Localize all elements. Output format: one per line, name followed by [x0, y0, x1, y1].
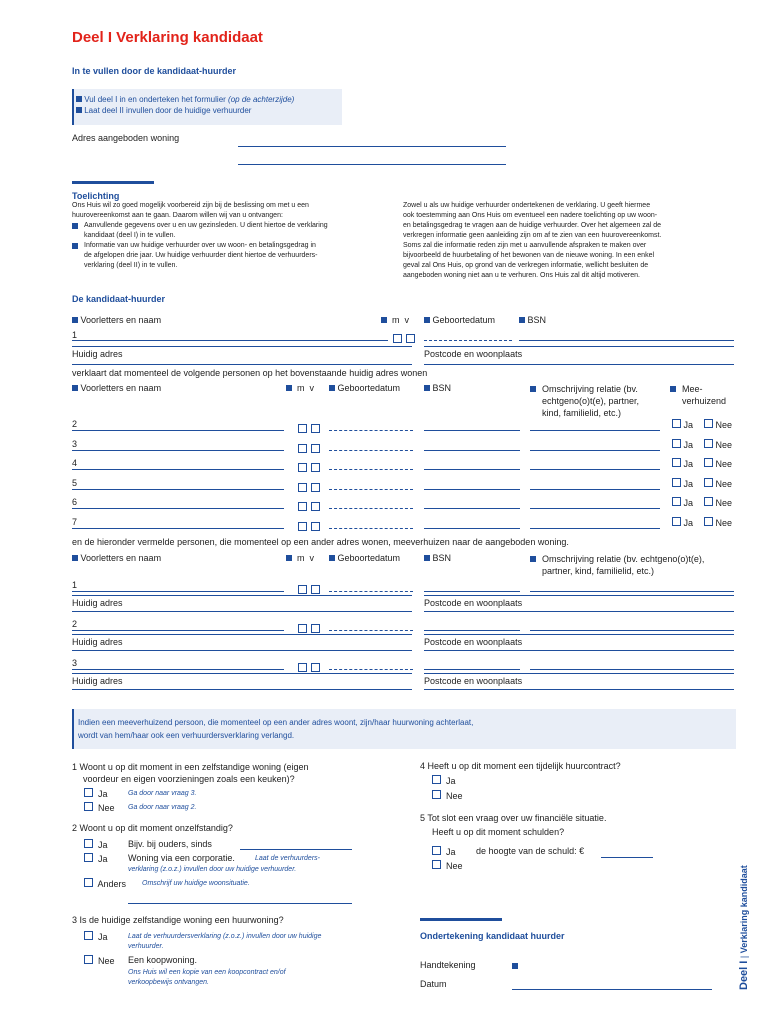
oth-relation-line: Omschrijving relatie (bv. echtgeno(o)t(e), — [542, 554, 705, 564]
q3-opt1[interactable] — [84, 931, 108, 942]
nee-label: Nee — [715, 518, 733, 528]
address-input-line-2[interactable] — [238, 164, 506, 165]
dob-input[interactable] — [329, 450, 413, 451]
q4-opt1[interactable] — [432, 775, 456, 786]
bsn-input[interactable] — [424, 591, 520, 592]
q2-other-input[interactable] — [128, 903, 352, 904]
bsn-input[interactable] — [424, 528, 520, 529]
divider — [424, 650, 734, 651]
row-number: 4 — [72, 458, 78, 468]
current-address-label: Huidig adres — [72, 349, 123, 359]
bullet-icon — [72, 385, 78, 391]
current-address-label: Huidig adres — [72, 676, 123, 686]
row-number: 3 — [72, 658, 78, 668]
moving-nee[interactable] — [704, 517, 732, 528]
address-input-line-1[interactable] — [238, 146, 506, 147]
oth-col-v-label: v — [309, 553, 315, 563]
relation-input[interactable] — [530, 508, 660, 509]
name-input[interactable] — [72, 630, 284, 631]
dob-input[interactable] — [424, 340, 512, 341]
checkbox-m[interactable] — [298, 444, 307, 453]
page-title: Deel I Verklaring kandidaat — [72, 29, 263, 46]
postcode-input[interactable] — [424, 673, 734, 674]
checkbox-m[interactable] — [298, 663, 307, 672]
checkbox-v[interactable] — [311, 502, 320, 511]
relation-input[interactable] — [530, 469, 660, 470]
q5-line: Heeft u op dit moment schulden? — [432, 827, 565, 837]
name-input[interactable] — [72, 508, 284, 509]
moving-nee[interactable] — [704, 497, 732, 508]
info-item-2 — [76, 106, 251, 115]
kandidaat-heading: De kandidaat-huurder — [72, 294, 166, 304]
bullet-icon — [72, 223, 78, 229]
q3-opt2-hint: Ons Huis wil een kopie van een koopcontract en/of — [128, 969, 286, 976]
dob-input[interactable] — [329, 508, 413, 509]
checkbox[interactable] — [432, 846, 441, 855]
moving-ja[interactable] — [672, 478, 693, 489]
dob-input[interactable] — [329, 430, 413, 431]
hh-moving-line: verhuizend — [682, 396, 727, 406]
checkbox-m[interactable] — [298, 624, 307, 633]
moving-ja[interactable] — [672, 497, 693, 508]
checkbox-m[interactable] — [298, 522, 307, 531]
current-address-input[interactable] — [72, 346, 412, 347]
signature-label: Handtekening — [420, 960, 476, 970]
q2-opt1[interactable] — [84, 839, 108, 850]
relation-input[interactable] — [530, 450, 660, 451]
relation-input[interactable] — [530, 630, 734, 631]
oth-col-bsn-label: BSN — [432, 553, 452, 563]
dob-input[interactable] — [329, 528, 413, 529]
col-names-label: Voorletters en naam — [80, 315, 162, 325]
oth-col-relation — [530, 553, 704, 577]
bullet-icon — [670, 386, 676, 392]
checkbox-v[interactable] — [406, 334, 415, 343]
checkbox[interactable] — [672, 439, 681, 448]
hh-col-v-label: v — [309, 383, 315, 393]
checkbox[interactable] — [432, 790, 441, 799]
moving-nee[interactable] — [704, 458, 732, 469]
ja-label: Ja — [683, 420, 694, 430]
section-bar — [72, 181, 154, 184]
moving-ja[interactable] — [672, 458, 693, 469]
checkbox[interactable] — [672, 497, 681, 506]
gender-checkboxes[interactable] — [298, 581, 320, 599]
toelichting-bullet-2-line: Informatie van uw huidige verhuurder over uw woon- en betalingsgedrag in — [84, 242, 316, 249]
postcode-label: Postcode en woonplaats — [424, 637, 523, 647]
moving-nee[interactable] — [704, 439, 732, 450]
q1-text — [72, 761, 308, 785]
bsn-input[interactable] — [424, 489, 520, 490]
hh-col-names — [72, 383, 161, 393]
bsn-input[interactable] — [424, 450, 520, 451]
q2-text: 2 Woont u op dit moment onzelfstandig? — [72, 823, 233, 833]
col-bsn-label: BSN — [527, 315, 547, 325]
bullet-icon — [424, 555, 430, 561]
hh-col-bsn — [424, 383, 451, 393]
divider — [72, 611, 412, 612]
oth-col-dob-label: Geboortedatum — [337, 553, 401, 563]
bullet-icon — [530, 386, 536, 392]
bullet-icon — [286, 555, 292, 561]
checkbox[interactable] — [432, 860, 441, 869]
row-number: 1 — [72, 330, 78, 340]
name-input[interactable] — [72, 489, 284, 490]
bsn-input[interactable] — [424, 508, 520, 509]
ja-label: Ja — [683, 479, 694, 489]
q1-opt1-label: Ja — [98, 789, 108, 799]
current-address-input[interactable] — [72, 673, 412, 674]
checkbox[interactable] — [432, 775, 441, 784]
side-label-bold: Deel I — [738, 960, 750, 990]
q1-line: voordeur en eigen voorzieningen zoals een keuken)? — [83, 774, 295, 784]
bullet-icon — [329, 385, 335, 391]
hh-relation-line: Omschrijving relatie (bv. — [542, 384, 638, 394]
toelichting-bullet-1-line: kandidaat (deel I) in te vullen. — [84, 232, 176, 239]
q4-opt2-label: Nee — [446, 791, 463, 801]
q1-opt1[interactable] — [84, 788, 108, 799]
checkbox-v[interactable] — [311, 624, 320, 633]
row-number: 2 — [72, 419, 78, 429]
checkbox[interactable] — [84, 853, 93, 862]
row-number: 3 — [72, 439, 78, 449]
q2-opt2[interactable] — [84, 853, 108, 864]
postcode-input[interactable] — [424, 595, 734, 596]
row-number: 1 — [72, 580, 78, 590]
date-input[interactable] — [512, 989, 712, 990]
name-input[interactable] — [72, 669, 284, 670]
q1-opt2[interactable] — [84, 802, 115, 813]
checkbox[interactable] — [704, 497, 713, 506]
side-label — [738, 865, 750, 990]
note-line: Indien een meeverhuizend persoon, die momenteel op een ander adres woont, zijn/haar huurwoning achterlaat, — [78, 718, 474, 727]
current-address-label: Huidig adres — [72, 598, 123, 608]
moving-nee[interactable] — [704, 419, 732, 430]
col-dob — [424, 315, 495, 325]
checkbox-v[interactable] — [311, 483, 320, 492]
relation-input[interactable] — [530, 528, 660, 529]
date-label: Datum — [420, 979, 447, 989]
bullet-icon — [72, 317, 78, 323]
hh-relation-line: kind, familielid, etc.) — [542, 408, 622, 418]
checkbox-v[interactable] — [311, 424, 320, 433]
info-item-2-text: Laat deel II invullen door de huidige verhuurder — [84, 106, 252, 115]
postcode-input[interactable] — [424, 634, 734, 635]
nee-label: Nee — [715, 420, 733, 430]
q3-opt1-hint: verhuurder. — [128, 943, 164, 950]
bsn-input[interactable] — [424, 469, 520, 470]
toelichting-heading: Toelichting — [72, 191, 120, 201]
checkbox-v[interactable] — [311, 444, 320, 453]
checkbox[interactable] — [704, 458, 713, 467]
toelichting-right-line: geval zal Ons Huis, op grond van de verkregen informatie, wellicht besluiten de — [403, 262, 649, 269]
checkbox[interactable] — [84, 802, 93, 811]
gender-checkboxes[interactable] — [298, 440, 320, 458]
toelichting-left — [72, 201, 328, 271]
section-bar — [420, 918, 502, 921]
name-input[interactable] — [72, 528, 284, 529]
dob-input[interactable] — [329, 469, 413, 470]
hh-col-dob-label: Geboortedatum — [337, 383, 401, 393]
checkbox-m[interactable] — [298, 463, 307, 472]
q5-opt2[interactable] — [432, 860, 463, 871]
side-label-rest: Verklaring kandidaat — [739, 865, 749, 954]
side-label-divider: | — [739, 955, 749, 959]
col-names — [72, 315, 161, 325]
gender-checkboxes[interactable] — [298, 420, 320, 438]
hh-relation-line: echtgeno(o)t(e), partner, — [542, 396, 640, 406]
checkbox[interactable] — [84, 839, 93, 848]
q1-opt1-hint: Ga door naar vraag 3. — [128, 790, 197, 797]
row-number: 5 — [72, 478, 78, 488]
toelichting-right-line: verkregen informatie geen aanleiding zijn om af te zien van een huurovereenkomst. — [403, 232, 662, 239]
col-mv — [381, 315, 409, 325]
q4-opt1-label: Ja — [446, 776, 456, 786]
q1-opt2-label: Nee — [98, 803, 115, 813]
bullet-icon — [329, 555, 335, 561]
oth-col-m-label: m — [297, 553, 305, 563]
q2-opt3-label: Anders — [97, 879, 127, 889]
dob-input[interactable] — [329, 669, 413, 670]
nee-label: Nee — [715, 459, 733, 469]
q4-opt2[interactable] — [432, 790, 463, 801]
info-item-1-hint: (op de achterzijde) — [228, 95, 295, 104]
q1-opt2-hint: Ga door naar vraag 2. — [128, 804, 197, 811]
page-subtitle: In te vullen door de kandidaat-huurder — [72, 66, 237, 76]
toelichting-right-line: aangeboden woning niet aan u te verhuren. Ons Huis zal dit altijd motiveren. — [403, 272, 640, 279]
toelichting-right-line: Zowel u als uw huidige verhuurder ondertekenen de verklaring. U geeft hiermee — [403, 202, 651, 209]
q4-text: 4 Heeft u op dit moment een tijdelijk huurcontract? — [420, 761, 621, 771]
checkbox-m[interactable] — [298, 424, 307, 433]
divider — [424, 364, 734, 365]
q2-opt1-text: Bijv. bij ouders, sinds — [128, 839, 212, 849]
q3-opt2-text: Een koopwoning. — [128, 955, 198, 965]
oth-relation-line: partner, kind, familielid, etc.) — [542, 566, 655, 576]
row-number: 6 — [72, 497, 78, 507]
divider — [72, 650, 412, 651]
oth-col-names — [72, 553, 161, 563]
q2-opt3-hint: Omschrijf uw huidige woonsituatie. — [142, 880, 250, 887]
q3-opt2-label: Nee — [98, 956, 115, 966]
toelichting-right-line: Soms zal die informatie reden zijn met u aanvullende afspraken te maken over — [403, 242, 647, 249]
bullet-icon — [512, 963, 518, 969]
divider — [424, 611, 734, 612]
relation-input[interactable] — [530, 669, 734, 670]
name-input[interactable] — [72, 430, 284, 431]
checkbox[interactable] — [672, 478, 681, 487]
hh-col-moving — [670, 383, 726, 407]
oth-col-bsn — [424, 553, 451, 563]
bullet-icon — [76, 96, 82, 102]
q2-opt2-text: Woning via een corporatie. — [128, 853, 235, 863]
relation-input[interactable] — [530, 489, 660, 490]
moving-ja[interactable] — [672, 517, 693, 528]
q1-line: 1 Woont u op dit moment in een zelfstandige woning (eigen — [72, 762, 309, 772]
bullet-icon — [72, 243, 78, 249]
checkbox[interactable] — [704, 439, 713, 448]
q2-opt2-hint: verklaring (z.o.z.) invullen door uw huidige verhuurder. — [128, 866, 297, 873]
gender-checkboxes[interactable] — [298, 518, 320, 536]
postcode-label: Postcode en woonplaats — [424, 598, 523, 608]
checkbox[interactable] — [84, 931, 93, 940]
hh-moving-line: Mee- — [682, 384, 703, 394]
relation-input[interactable] — [530, 591, 734, 592]
checkbox-m[interactable] — [298, 502, 307, 511]
hh-col-m-label: m — [297, 383, 305, 393]
moving-ja[interactable] — [672, 419, 693, 430]
name-input[interactable] — [72, 469, 284, 470]
hh-col-dob — [329, 383, 400, 393]
info-item-1-text: Vul deel I in en onderteken het formulier — [84, 95, 226, 104]
toelichting-right — [403, 201, 661, 281]
checkbox[interactable] — [704, 419, 713, 428]
checkbox[interactable] — [672, 517, 681, 526]
checkbox[interactable] — [672, 458, 681, 467]
note-text — [78, 716, 473, 742]
q5-opt1[interactable] — [432, 846, 456, 857]
nee-label: Nee — [715, 440, 733, 450]
bullet-icon — [286, 385, 292, 391]
gender-checkboxes[interactable] — [298, 620, 320, 638]
bullet-icon — [424, 385, 430, 391]
bullet-icon — [424, 317, 430, 323]
q3-opt2-hint: verkoopbewijs ontvangen. — [128, 979, 209, 986]
name-input[interactable] — [72, 340, 388, 341]
oth-col-dob — [329, 553, 400, 563]
col-bsn — [519, 315, 546, 325]
q2-opt2-hint: Laat de verhuurders- — [255, 855, 320, 862]
checkbox-m[interactable] — [393, 334, 402, 343]
hh-col-mv — [286, 383, 314, 393]
hh-col-bsn-label: BSN — [432, 383, 452, 393]
bullet-icon — [76, 107, 82, 113]
ja-label: Ja — [683, 440, 694, 450]
q3-opt1-hint: Laat de verhuurdersverklaring (z.o.z.) invullen door uw huidige — [128, 933, 322, 940]
col-m-label: m — [392, 315, 400, 325]
toelichting-right-line: ook toestemming aan Ons Huis om eventueel een nadere toelichting op uw woon- — [403, 212, 658, 219]
ja-label: Ja — [683, 459, 694, 469]
checkbox-m[interactable] — [298, 585, 307, 594]
bullet-icon — [519, 317, 525, 323]
toelichting-right-line: bijvoorbeeld de huurbetaling of het bewonen van de nieuwe woning. In een enkel — [403, 252, 655, 259]
checkbox-v[interactable] — [311, 522, 320, 531]
q2-since-input[interactable] — [240, 849, 352, 850]
toelichting-bullet-2-line: verklaring (deel II) in te vullen. — [84, 262, 178, 269]
bsn-input[interactable] — [424, 630, 520, 631]
address-label: Adres aangeboden woning — [72, 133, 180, 143]
divider — [72, 689, 412, 690]
current-address-label: Huidig adres — [72, 637, 123, 647]
ja-label: Ja — [683, 518, 694, 528]
checkbox[interactable] — [704, 517, 713, 526]
q2-opt3[interactable] — [84, 878, 126, 889]
dob-input[interactable] — [329, 591, 413, 592]
nee-label: Nee — [715, 479, 733, 489]
checkbox-v[interactable] — [311, 463, 320, 472]
q5-line: 5 Tot slot een vraag over uw financiële situatie. — [420, 813, 607, 823]
debt-amount-input[interactable] — [601, 857, 653, 858]
toelichting-line: huurovereenkomst aan te gaan. Daarom willen wij van u ontvangen: — [72, 212, 283, 219]
signature-heading: Ondertekening kandidaat huurder — [420, 931, 565, 941]
hh-col-relation — [530, 383, 639, 419]
toelichting-line: Ons Huis wil zo goed mogelijk voorbereid zijn bij de beslissing om met u een — [72, 202, 309, 209]
gender-checkboxes[interactable] — [298, 479, 320, 497]
col-dob-label: Geboortedatum — [432, 315, 496, 325]
col-v-label: v — [404, 315, 410, 325]
postcode-input[interactable] — [424, 346, 734, 347]
nee-label: Nee — [715, 498, 733, 508]
checkbox[interactable] — [704, 478, 713, 487]
bullet-icon — [72, 555, 78, 561]
bsn-input[interactable] — [424, 669, 520, 670]
row-number: 7 — [72, 517, 78, 527]
ja-label: Ja — [683, 498, 694, 508]
moving-ja[interactable] — [672, 439, 693, 450]
toelichting-right-line: en betalingsgedrag te vragen aan de huidige verhuurder. Over het algemeen zal de — [403, 222, 662, 229]
current-address-input[interactable] — [72, 634, 412, 635]
hh-col-names-label: Voorletters en naam — [80, 383, 162, 393]
declares-text: verklaart dat momenteel de volgende personen op het bovenstaande huidig adres wonen — [72, 368, 428, 378]
checkbox-v[interactable] — [311, 663, 320, 672]
moving-nee[interactable] — [704, 478, 732, 489]
bsn-input[interactable] — [519, 340, 734, 341]
q5-opt1-text: de hoogte van de schuld: € — [476, 846, 585, 856]
q5-opt2-label: Nee — [446, 861, 463, 871]
q3-opt2[interactable] — [84, 955, 115, 966]
others-intro: en de hieronder vermelde personen, die momenteel op een ander adres wonen, meeverhuizen naar de aangeboden woning. — [72, 537, 569, 547]
row-number: 2 — [72, 619, 78, 629]
gender-checkboxes[interactable] — [298, 659, 320, 677]
bullet-icon — [381, 317, 387, 323]
checkbox[interactable] — [84, 878, 93, 887]
dob-input[interactable] — [329, 630, 413, 631]
postcode-label: Postcode en woonplaats — [424, 676, 523, 686]
oth-col-names-label: Voorletters en naam — [80, 553, 162, 563]
name-input[interactable] — [72, 450, 284, 451]
divider — [72, 364, 412, 365]
current-address-input[interactable] — [72, 595, 412, 596]
q5-opt1-label: Ja — [446, 847, 456, 857]
relation-input[interactable] — [530, 430, 660, 431]
info-item-1 — [76, 95, 294, 104]
checkbox[interactable] — [84, 788, 93, 797]
postcode-label: Postcode en woonplaats — [424, 349, 523, 359]
dob-input[interactable] — [329, 489, 413, 490]
bullet-icon — [530, 556, 536, 562]
checkbox-m[interactable] — [298, 483, 307, 492]
oth-col-mv — [286, 553, 314, 563]
gender-checkboxes[interactable] — [298, 459, 320, 477]
q3-text: 3 Is de huidige zelfstandige woning een huurwoning? — [72, 915, 284, 925]
q2-opt1-label: Ja — [98, 840, 108, 850]
q3-opt1-label: Ja — [98, 932, 108, 942]
q5-text — [420, 811, 606, 839]
note-line: wordt van hem/haar ook een verhuurdersverklaring verlangd. — [78, 731, 295, 740]
divider — [424, 689, 734, 690]
checkbox-v[interactable] — [311, 585, 320, 594]
name-input[interactable] — [72, 591, 284, 592]
gender-checkboxes[interactable] — [298, 498, 320, 516]
q2-opt2-label: Ja — [98, 854, 108, 864]
checkbox[interactable] — [672, 419, 681, 428]
toelichting-bullet-1-line: Aanvullende gegevens over u en uw gezinsleden. U dient hiertoe de verklaring — [84, 222, 328, 229]
checkbox[interactable] — [84, 955, 93, 964]
bsn-input[interactable] — [424, 430, 520, 431]
toelichting-bullet-2-line: de afgelopen drie jaar. Uw huidige verhuurder dient hiertoe de verhuurders- — [84, 252, 318, 259]
